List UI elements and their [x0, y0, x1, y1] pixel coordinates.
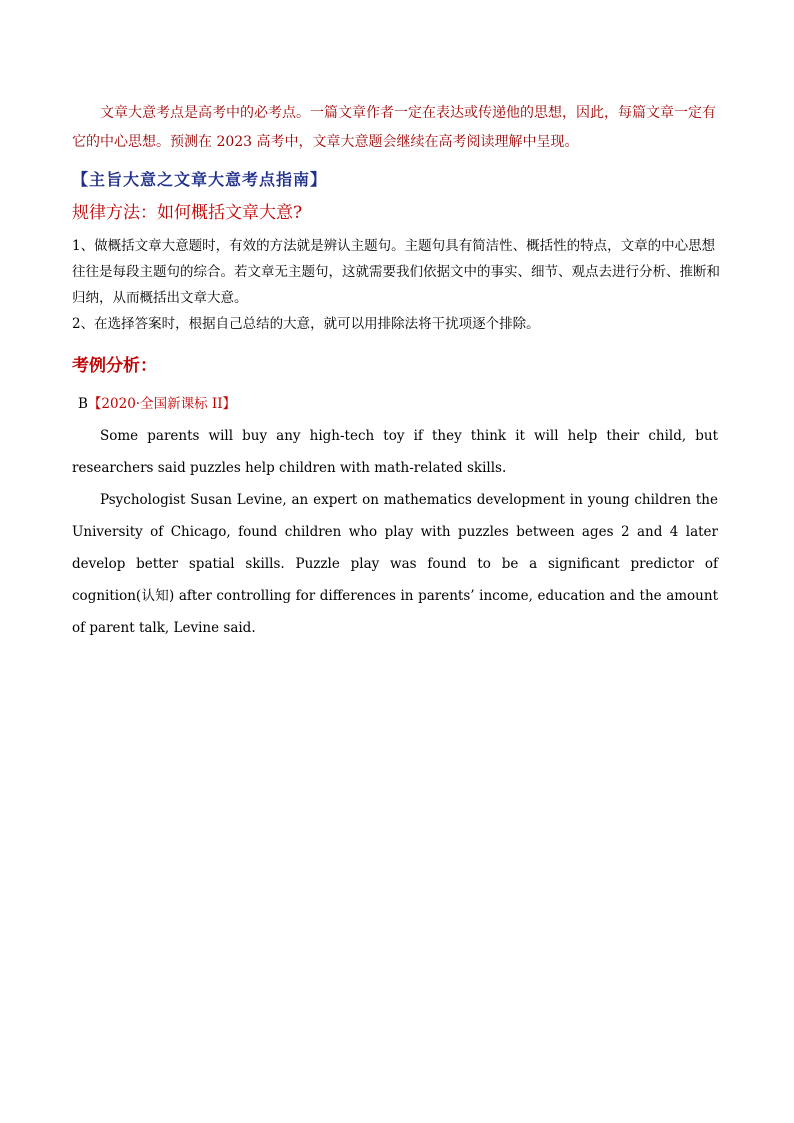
- source-exam: 【2020·全国新课标 II】: [87, 396, 237, 412]
- source-label: [78, 393, 236, 415]
- method-list: [72, 233, 728, 337]
- reading-passage: [72, 420, 718, 644]
- method-title: 规律方法：如何概括文章大意?: [72, 203, 303, 223]
- method-item: 2、在选择答案时，根据自己总结的大意，就可以用排除法将干扰项逐个排除。: [72, 316, 540, 332]
- passage-paragraph: Psychologist Susan Levine, an expert on mathematics development in young children the University of Chicago, found children who play with puzzles between ages 2 and 4 later develop better spatial skills. Puzzle play was found to be a significant predictor of cognition(认知) after controlling for differences in parents’ income, education and the amount of parent talk, Levine said.: [72, 492, 718, 636]
- passage-paragraph: Some parents will buy any high-tech toy if they think it will help their child, but researchers said puzzles help children with math-related skills.: [72, 428, 718, 476]
- intro-paragraph: 文章大意考点是高考中的必考点。一篇文章作者一定在表达或传递他的思想，因此，每篇文章一定有它的中心思想。预测在 2023 高考中，文章大意题会继续在高考阅读理解中呈现。: [72, 105, 716, 150]
- method-item: 1、做概括文章大意题时，有效的方法就是辨认主题句。主题句具有简洁性、概括性的特点，文章的中心思想往往是每段主题句的综合。若文章无主题句，这就需要我们依据文中的事实、细节、观点去进行分析、推断和归纳，从而概括出文章大意。: [72, 238, 720, 306]
- section-heading: 【主旨大意之文章大意考点指南】: [72, 170, 328, 189]
- source-letter: B: [78, 396, 88, 412]
- example-heading: 考例分析：: [72, 356, 157, 376]
